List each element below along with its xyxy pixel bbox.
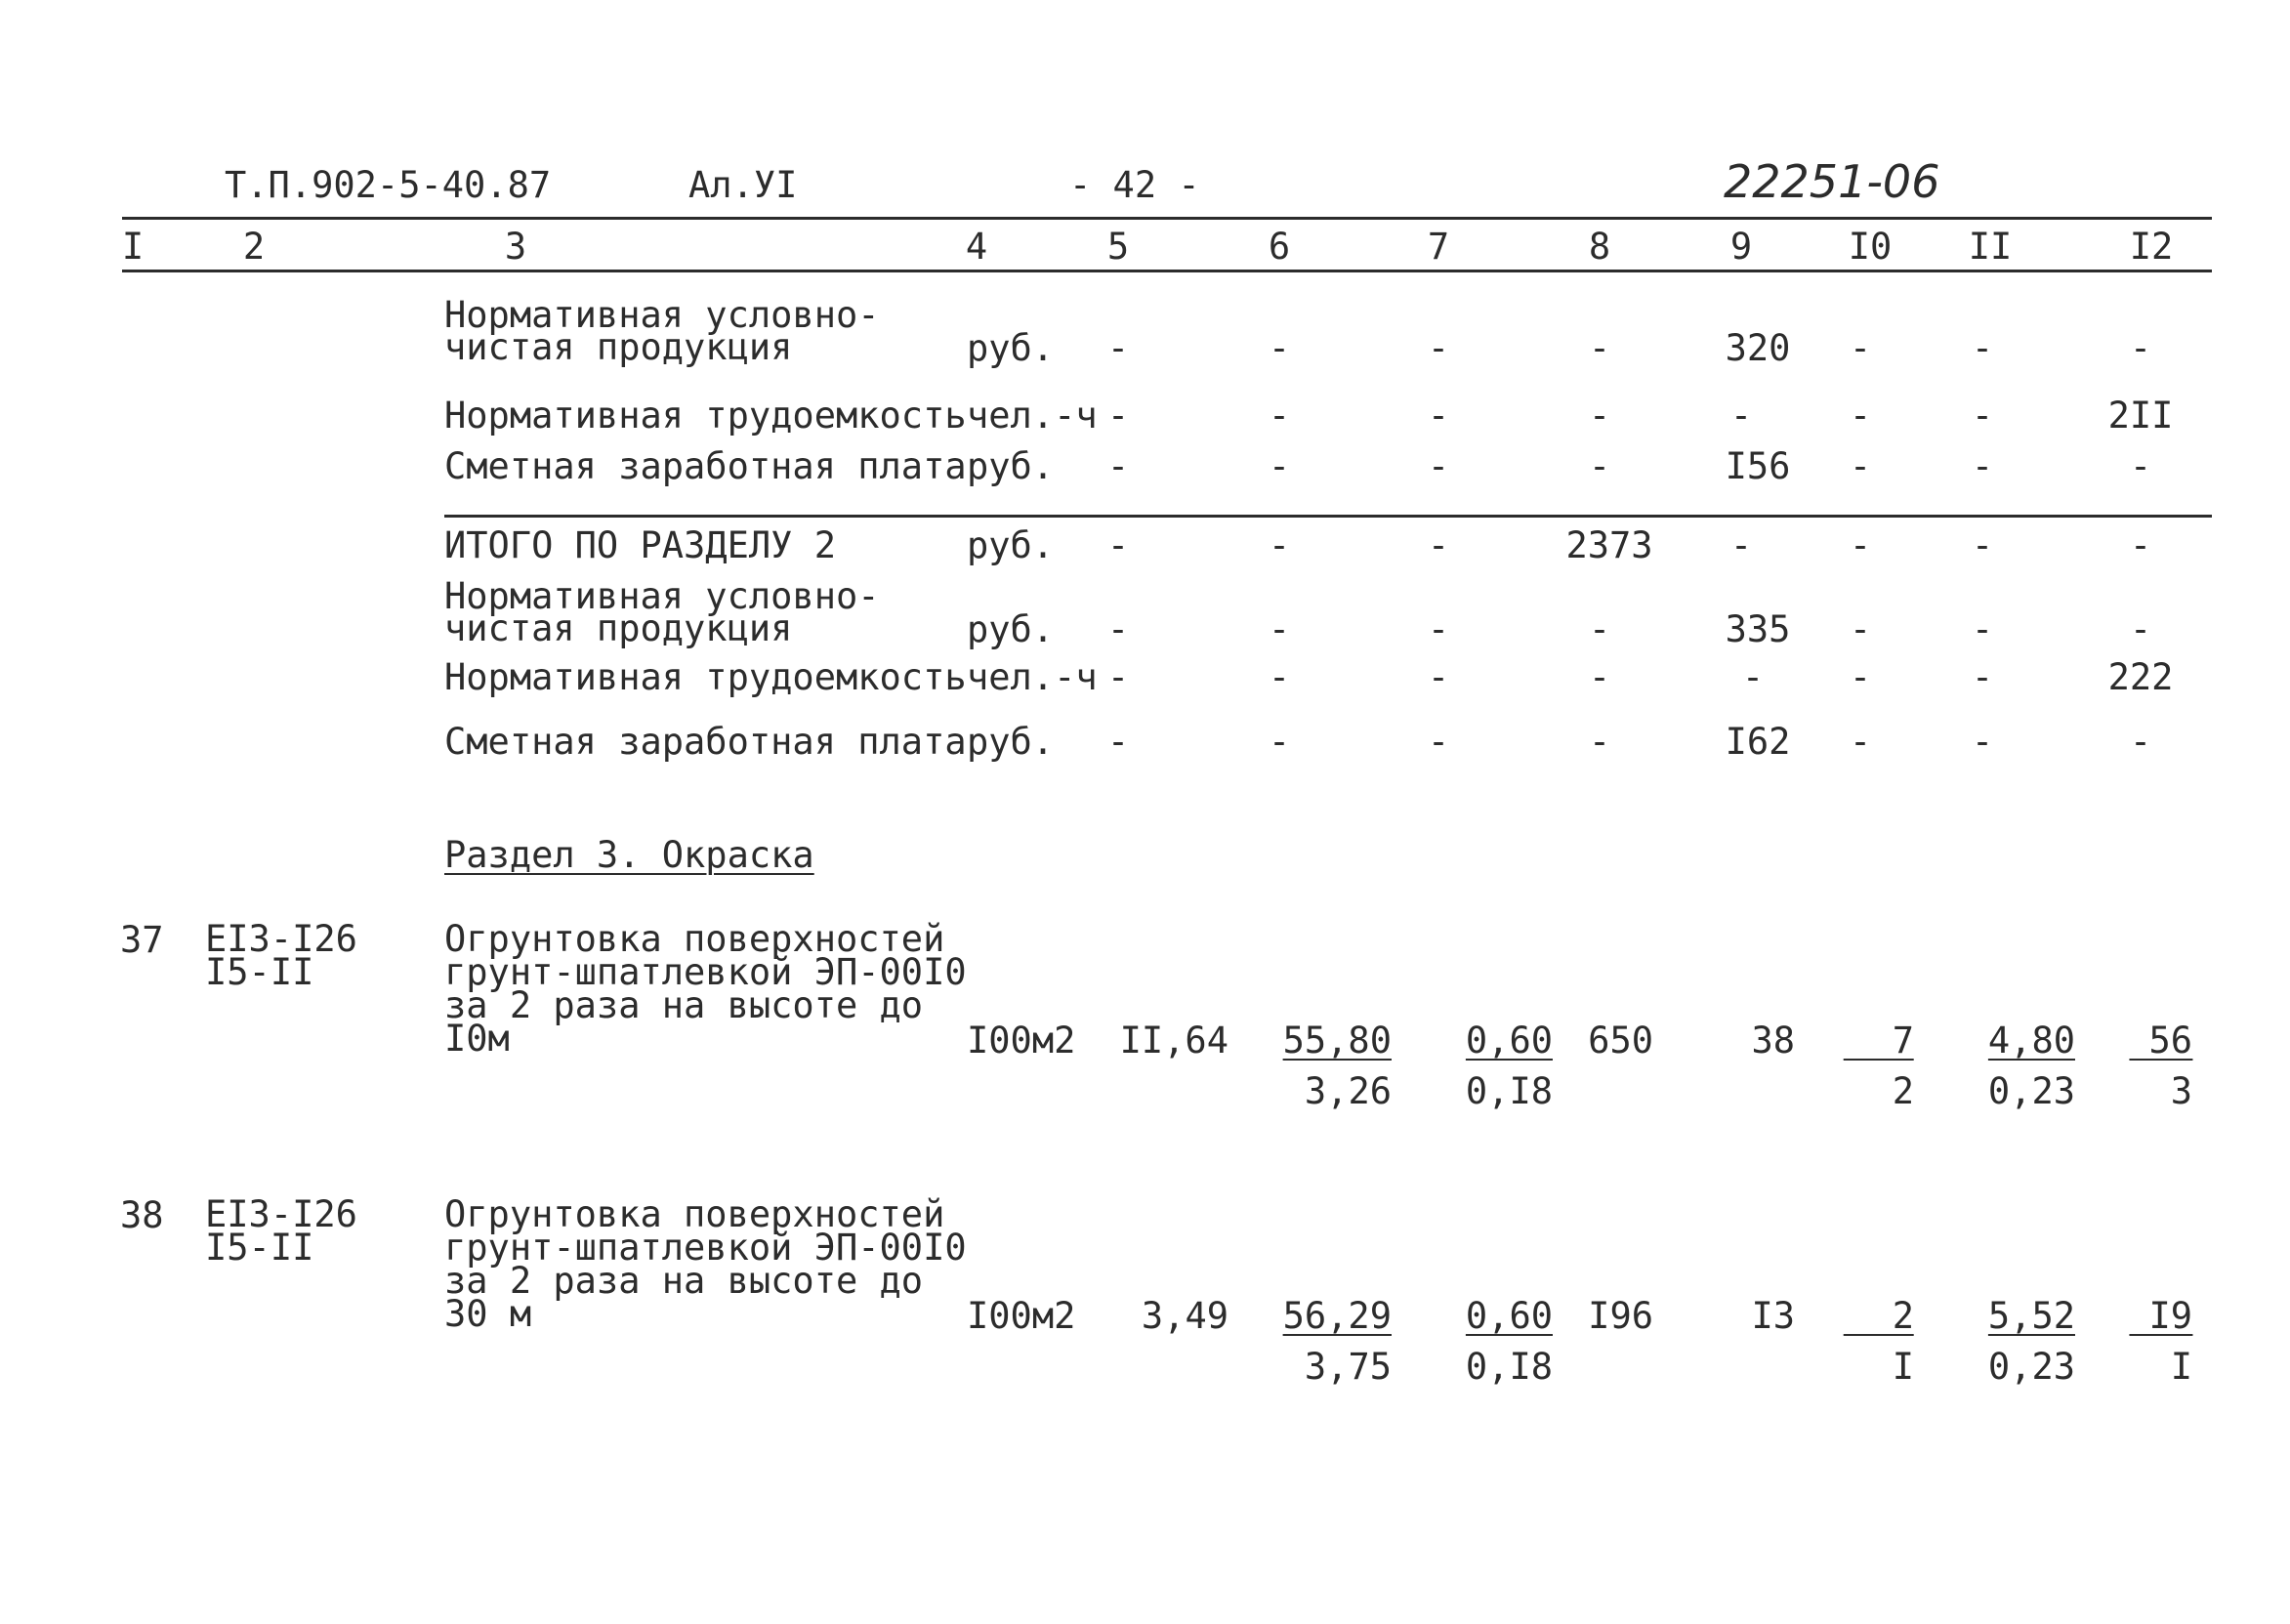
cell-c9: - — [1729, 395, 1753, 437]
item-name: Огрунтовка поверхностей грунт-шпатлевкой ЭП-00I0 за 2 раза на высоте до I0м — [444, 918, 967, 1060]
cell-c9: I56 — [1725, 445, 1791, 487]
album-number: Ал.УI — [688, 164, 798, 206]
summary-row-name: Нормативная трудоемкость — [444, 395, 967, 437]
cell-c11: - — [1971, 656, 1994, 698]
summary-row-unit: руб. — [967, 327, 1055, 369]
item-quantity: 3,49 — [1141, 1295, 1228, 1337]
cell-c10: - — [1849, 327, 1872, 369]
cell-c6: - — [1268, 395, 1291, 437]
cell-c7: - — [1427, 721, 1450, 763]
cell-c11-numerator: 4,80 — [1987, 1020, 2075, 1062]
cell-c8: 2373 — [1565, 524, 1653, 566]
section-title: Раздел 3. Окраска — [444, 834, 814, 876]
cell-c11: - — [1971, 524, 1994, 566]
cell-c11: - — [1971, 721, 1994, 763]
page-number: - 42 - — [1069, 164, 1200, 206]
document-code: Т.П.902-5-40.87 — [225, 164, 552, 206]
cell-c11: - — [1971, 608, 1994, 650]
cell-c6: - — [1268, 327, 1291, 369]
item-quantity: II,64 — [1119, 1020, 1228, 1062]
header-top-rule — [122, 217, 2212, 220]
header-bottom-rule — [122, 270, 2212, 272]
cell-c9: I3 — [1751, 1295, 1795, 1337]
cell-c10: - — [1849, 656, 1872, 698]
cell-c10-numerator: 2 — [1844, 1299, 1914, 1336]
cell-c6: - — [1268, 608, 1291, 650]
summary-row-unit: чел.-ч — [967, 395, 1098, 437]
col-2-number: 2 — [242, 226, 266, 268]
cell-c6: - — [1268, 656, 1291, 698]
col-10-number: I0 — [1848, 226, 1893, 268]
cell-c5: - — [1106, 656, 1130, 698]
cell-c12-denominator: 3 — [2170, 1070, 2192, 1112]
cell-c9: 320 — [1725, 327, 1791, 369]
cell-c6-denominator: 3,75 — [1304, 1346, 1392, 1388]
cell-c10: - — [1849, 395, 1872, 437]
cell-c8: 650 — [1588, 1020, 1653, 1062]
cell-c8: - — [1588, 608, 1611, 650]
section-total-title: ИТОГО ПО РАЗДЕЛУ 2 — [444, 524, 836, 566]
cell-c11-denominator: 0,23 — [1987, 1070, 2075, 1112]
cell-c12-denominator: I — [2170, 1346, 2192, 1388]
cell-c11: - — [1971, 445, 1994, 487]
summary-row-unit: руб. — [967, 445, 1055, 487]
cell-c6-denominator: 3,26 — [1304, 1070, 1392, 1112]
cell-c5: - — [1106, 445, 1130, 487]
cell-c10-denominator: 2 — [1892, 1070, 1914, 1112]
cell-c8: - — [1588, 721, 1611, 763]
cell-c6: - — [1268, 445, 1291, 487]
cell-c12: - — [2129, 608, 2152, 650]
cell-c5: - — [1106, 327, 1130, 369]
col-1-number: I — [121, 226, 145, 268]
item-unit: I00м2 — [967, 1020, 1076, 1062]
cell-c10-denominator: I — [1892, 1346, 1914, 1388]
cell-c12: - — [2129, 721, 2152, 763]
item-code: ЕI3-I26 I5-II — [205, 918, 357, 993]
summary-row-unit: руб. — [967, 608, 1055, 650]
section-total-rule — [444, 515, 2212, 518]
col-4-number: 4 — [965, 226, 988, 268]
col-3-number: 3 — [504, 226, 527, 268]
cell-c12: 222 — [2107, 656, 2174, 698]
cell-c8: - — [1588, 327, 1611, 369]
cell-c8: I96 — [1588, 1295, 1653, 1337]
cell-c7: - — [1427, 395, 1450, 437]
cell-c12: - — [2129, 524, 2152, 566]
cell-c7-denominator: 0,I8 — [1465, 1070, 1553, 1112]
item-number: 37 — [120, 919, 164, 961]
cell-c12-numerator: 56 — [2129, 1023, 2192, 1061]
summary-row-unit: руб. — [967, 524, 1055, 566]
cell-c8: - — [1588, 656, 1611, 698]
col-5-number: 5 — [1106, 226, 1130, 268]
cell-c9: - — [1741, 656, 1765, 698]
cell-c7-numerator: 0,60 — [1465, 1295, 1553, 1337]
cell-c5: - — [1106, 524, 1130, 566]
cell-c7-numerator: 0,60 — [1465, 1020, 1553, 1062]
cell-c9: 38 — [1751, 1020, 1795, 1062]
cell-c6: - — [1268, 721, 1291, 763]
cell-c7: - — [1427, 524, 1450, 566]
item-number: 38 — [120, 1194, 164, 1236]
cell-c9: 335 — [1725, 608, 1791, 650]
summary-row-name: Сметная заработная плата — [444, 721, 967, 763]
cell-c10: - — [1849, 524, 1872, 566]
cell-c6: - — [1268, 524, 1291, 566]
cell-c5: - — [1106, 721, 1130, 763]
cell-c11-denominator: 0,23 — [1987, 1346, 2075, 1388]
cell-c12-numerator: I9 — [2129, 1299, 2192, 1336]
cell-c8: - — [1588, 395, 1611, 437]
cell-c7-denominator: 0,I8 — [1465, 1346, 1553, 1388]
cell-c12: 2II — [2107, 395, 2174, 437]
cell-c10: - — [1849, 721, 1872, 763]
cell-c9: I62 — [1725, 721, 1791, 763]
summary-row-unit: руб. — [967, 721, 1055, 763]
cell-c9: - — [1729, 524, 1753, 566]
item-name: Огрунтовка поверхностей грунт-шпатлевкой ЭП-00I0 за 2 раза на высоте до 30 м — [444, 1193, 967, 1335]
cell-c7: - — [1427, 445, 1450, 487]
cell-c10: - — [1849, 608, 1872, 650]
summary-row-name: Нормативная условно- чистая продукция — [444, 294, 880, 368]
cell-c11: - — [1971, 327, 1994, 369]
cell-c11: - — [1971, 395, 1994, 437]
col-9-number: 9 — [1729, 226, 1753, 268]
cell-c7: - — [1427, 608, 1450, 650]
cell-c10: - — [1849, 445, 1872, 487]
summary-row-name: Сметная заработная плата — [444, 445, 967, 487]
item-unit: I00м2 — [967, 1295, 1076, 1337]
cell-c12: - — [2129, 445, 2152, 487]
item-code: ЕI3-I26 I5-II — [205, 1193, 357, 1269]
cell-c7: - — [1427, 656, 1450, 698]
summary-row-name: Нормативная трудоемкость — [444, 656, 967, 698]
cell-c10-numerator: 7 — [1844, 1023, 1914, 1061]
inventory-number: 22251-06 — [1724, 155, 1940, 208]
cell-c7: - — [1427, 327, 1450, 369]
col-8-number: 8 — [1588, 226, 1611, 268]
summary-row-unit: чел.-ч — [967, 656, 1098, 698]
cell-c6-numerator: 55,80 — [1282, 1020, 1392, 1062]
col-7-number: 7 — [1427, 226, 1450, 268]
cell-c5: - — [1106, 608, 1130, 650]
cell-c12: - — [2129, 327, 2152, 369]
cell-c8: - — [1588, 445, 1611, 487]
col-11-number: II — [1968, 226, 2013, 268]
cell-c5: - — [1106, 395, 1130, 437]
cell-c6-numerator: 56,29 — [1282, 1295, 1392, 1337]
col-6-number: 6 — [1268, 226, 1291, 268]
summary-row-name: Нормативная условно- чистая продукция — [444, 575, 880, 649]
cell-c11-numerator: 5,52 — [1987, 1295, 2075, 1337]
col-12-number: I2 — [2129, 226, 2174, 268]
